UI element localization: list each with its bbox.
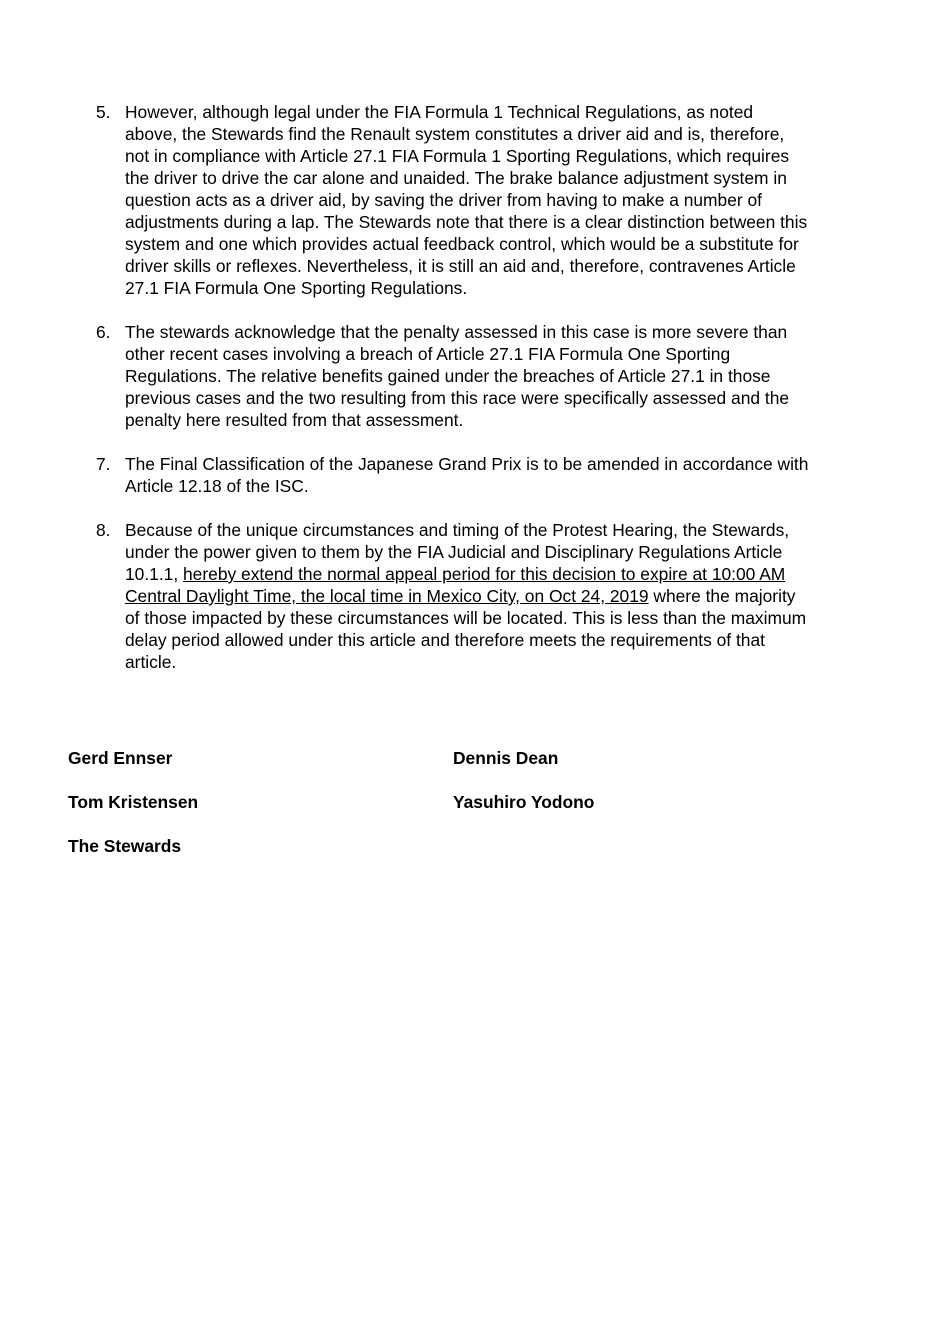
- item-text: [125, 519, 896, 673]
- signature-row: [68, 747, 868, 769]
- steward-name-yasuhiro-yodono: Yasuhiro Yodono: [453, 792, 595, 812]
- item-number: 7.: [96, 454, 111, 474]
- steward-name-dennis-dean: Dennis Dean: [453, 748, 559, 768]
- steward-name-tom-kristensen: Tom Kristensen: [68, 792, 199, 812]
- item-number: 5.: [96, 102, 111, 122]
- item-text-before: Because of the unique circumstances and timing of the Protest Hearing, the Stewards, under the power given to them by the FIA Judicial and Disciplinary Regulations Article 10.1.1,: [125, 520, 790, 584]
- stewards-title: The Stewards: [68, 836, 182, 856]
- decision-item-5: [96, 101, 896, 299]
- item-number: 8.: [96, 520, 111, 540]
- item-text-after: where the majority of those impacted by these circumstances will be located. This is less than the maximum delay period allowed under this article and therefore meets the requirements of that article.: [125, 586, 807, 672]
- decision-item-7: [96, 453, 896, 497]
- signature-row: [68, 835, 868, 857]
- decision-item-6: [96, 321, 896, 431]
- stewards-signatures: [68, 747, 868, 879]
- appeal-period-extension: hereby extend the normal appeal period for this decision to expire at 10:00 AM Central Daylight Time, the local time in Mexico City, on Oct 24, 2019: [125, 564, 786, 606]
- item-text: The Final Classification of the Japanese Grand Prix is to be amended in accordance with Article 12.18 of the ISC.: [125, 454, 809, 496]
- decision-item-8: [96, 519, 896, 673]
- item-text: However, although legal under the FIA Formula 1 Technical Regulations, as noted above, the Stewards find the Renault system constitutes a driver aid and is, therefore, not in compliance with Article 27.1 FIA Formula 1 Sporting Regulations, which requires the driver to drive the car alone and unaided. The brake balance adjustment system in question acts as a driver aid, by saving the driver from having to make a number of adjustments during a lap. The Stewards note that there is a clear distinction between this system and one which provides actual feedback control, which would be a substitute for driver skills or reflexes. Nevertheless, it is still an aid and, therefore, contravenes Article 27.1 FIA Formula One Sporting Regulations.: [125, 102, 808, 298]
- steward-name-gerd-ennser: Gerd Ennser: [68, 748, 173, 768]
- item-text: The stewards acknowledge that the penalty assessed in this case is more severe than other recent cases involving a breach of Article 27.1 FIA Formula One Sporting Regulations. The relative benefits gained under the breaches of Article 27.1 in those previous cases and the two resulting from this race were specifically assessed and the penalty here resulted from that assessment.: [125, 322, 790, 430]
- signature-row: [68, 791, 868, 813]
- item-number: 6.: [96, 322, 111, 342]
- decision-items-list: [96, 101, 896, 695]
